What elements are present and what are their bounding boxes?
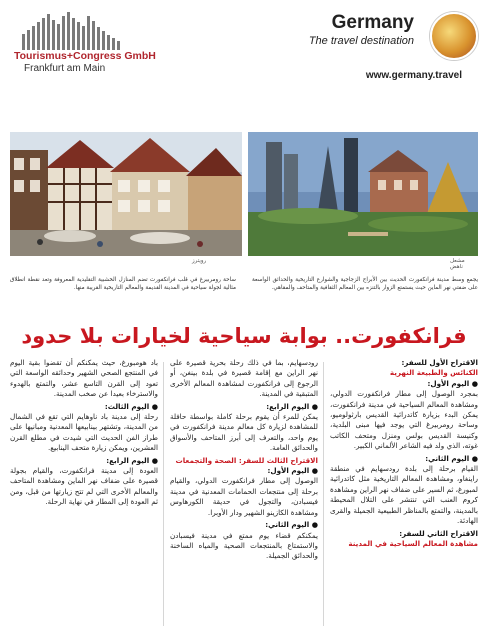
section-subheading: الكنائس والطبيعة النهرية — [389, 368, 478, 378]
section-heading: الاقتراح الثاني للسفر: — [399, 528, 478, 538]
skyline-park-image — [248, 132, 478, 256]
day-heading: ● اليوم الثاني: — [265, 520, 318, 530]
photo-credit-left: رويترز — [192, 258, 207, 264]
germany-branding — [300, 12, 480, 81]
germany-tagline: The travel destination — [308, 35, 414, 47]
germany-url: www.germany.travel — [365, 70, 462, 81]
day-heading: ● اليوم الأول: — [427, 378, 478, 388]
article-column-3 — [10, 358, 158, 630]
frankfurt-skyline-photo — [248, 132, 478, 256]
caption-right: يجمع وسط مدينة فرانكفورت الحديث بين الأبراج الزجاجية والشوارع التاريخية والحدائق الواسعة على ضفتي نهر الماين حيث يستمتع الزوار بالتنزه بين المعالم الثقافية والمتاحف والمقاهي. — [252, 277, 478, 291]
day-heading: ● اليوم الرابع: — [106, 455, 158, 465]
paragraph: العودة إلى مدينة فرانكفورت، والقيام بجولة قصيرة على ضفاف نهر الماين ومشاهدة المتاحف والمعالم الأخرى التي لم تتح زيارتها من قبل، ومن ثم العودة إلى المطار في نهاية الرحلة. — [10, 466, 158, 507]
day-heading: ● اليوم الثالث: — [104, 401, 158, 411]
paragraph: يمكنكم قضاء يوم ممتع في مدينة فيسبادن والاستمتاع بالمنتجعات الصحية والمياه الساخنة والحدائق الجميلة. — [170, 530, 318, 561]
tourismus-congress-logo — [14, 12, 156, 74]
paragraph: رودسهايم، بما في ذلك رحلة بحرية قصيرة على نهر الراين مع إقامة قصيرة في بلدة بينغن، أو الرجوع إلى فرانكفورت لمشاهدة المعالم الأخرى المتبقية في المدينة. — [170, 358, 318, 399]
germany-emblem-icon — [430, 12, 478, 60]
half-timbered-houses-image — [10, 132, 242, 256]
paragraph: الوصول إلى مطار فرانكفورت الدولي، والقيام برحلة إلى منتجعات الحمامات المعدنية في مدينة فيسبادن، والتجول في حديقة الكورهاوس ومشاهدة الكازينو الشهير ودار الأوبرا. — [170, 476, 318, 517]
photo-strip — [10, 132, 478, 272]
article-column-1 — [330, 358, 478, 630]
romerberg-photo — [10, 132, 242, 256]
photo-captions — [10, 276, 478, 314]
day-heading: ● اليوم الأول: — [267, 466, 318, 476]
section-subheading: مشاهدة المعالم السياحية في المدينة — [348, 538, 478, 548]
section-heading: الاقتراح الأول للسفر: — [401, 358, 478, 367]
column-divider — [323, 362, 324, 626]
paragraph: يمكن للمرء أن يقوم برحلة كاملة بواسطة حافلة للمشاهدة لزيارة كل معالم مدينة فرانكفورت في يوم واحد، والتعرف إلى أبرز المتاحف والأسواق والحدائق العامة. — [170, 412, 318, 453]
photo-credit-right: مشعل ناهض — [450, 258, 465, 270]
section-heading: الاقتراح الثالث للسفر: الصحة والتجمعات — [175, 455, 318, 465]
paragraph: رحلة إلى مدينة باد ناوهايم التي تقع في الشمال من المدينة، وتشتهر بينابيعها المعدنية ومبانيها على طراز الفن الحديث التي شيدت في مطلع القرن العشرين، ويمكن زيارة متحف الينابيع. — [10, 412, 158, 453]
frankfurt-skyline-icon — [22, 12, 132, 50]
article-headline: فرانكفورت.. بوابة سياحية لخيارات بلا حدود — [21, 324, 467, 348]
column-divider — [163, 362, 164, 626]
day-heading: ● اليوم الرابع: — [266, 401, 318, 411]
article-column-2 — [170, 358, 318, 630]
article-body — [10, 358, 478, 630]
paragraph: القيام برحلة إلى بلدة رودسهايم في منطقة راينغاو، ومشاهدة المعالم التاريخية مثل كاتدرائية لمبورغ، ثم السير على ضفاف نهر الراين ومشاهدة كروم العنب التي تنتشر على التلال المحيطة بالمدينة، والتمتع بالمناظر الطبيعية الجميلة والقرى الهادئة. — [330, 464, 478, 526]
day-heading: ● اليوم الثاني: — [425, 453, 478, 463]
brand-city: Frankfurt am Main — [24, 63, 106, 74]
germany-title: Germany — [331, 12, 414, 33]
page-header — [0, 0, 488, 128]
caption-left: ساحة رومربيرغ في قلب فرانكفورت تضم المنازل الخشبية التقليدية المعروفة وتعد نقطة انطلاق مثالية لجولة سياحية في المدينة القديمة والمعالم التاريخية القريبة منها. — [10, 277, 236, 291]
brand-name: Tourismus+Congress GmbH — [14, 50, 156, 62]
paragraph: بمجرد الوصول إلى مطار فرانكفورت الدولي، ومشاهدة المعالم السياحية في مدينة فرانكفورت، يمكن البدء بزيارة كاتدرائية القديس بارثولوميو، وساحة رومربيرغ التي يوجد فيها مبنى البلدية، وكنيسة القديس بولس ومنزل ومتحف الكاتب غوته، الذي ولد فيه الشاعر الألماني الكبير. — [330, 389, 478, 451]
paragraph: باد هومبورغ، حيث يمكنكم أن تقضوا بقية اليوم في المنتجع الصحي الشهير وحدائقه الواسعة التي تعود إلى القرن التاسع عشر، والتمتع بالهدوء والاسترخاء بعيدا عن صخب المدينة. — [10, 358, 158, 399]
